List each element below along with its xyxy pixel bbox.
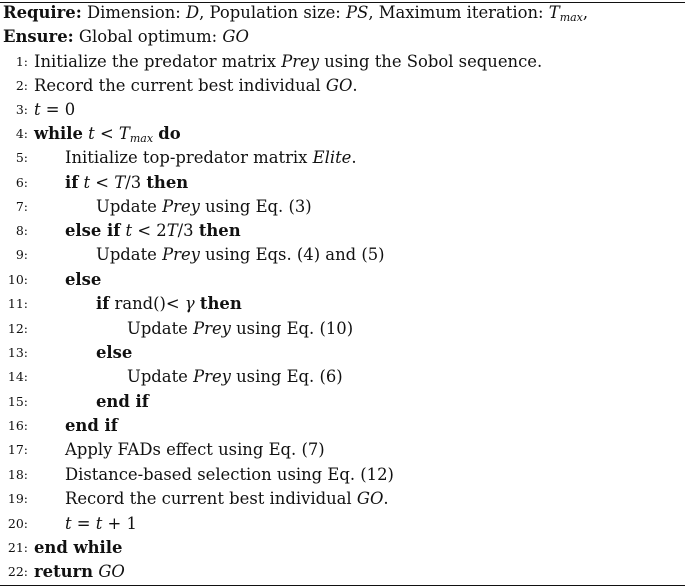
text: Update [127,367,194,386]
line-number: 19: [7,491,28,506]
line-content [65,171,188,195]
algo-line-20 [0,512,685,536]
keyword-while: while [34,124,83,143]
line-content [65,512,137,536]
algo-line-19 [0,487,685,511]
text: . [352,76,358,95]
bottom-rule [0,585,685,586]
keyword-else-if: else if [65,221,121,240]
line-number: 20: [7,516,28,531]
line-number: 5: [15,150,28,165]
keyword-end-if: end if [65,416,118,435]
line-content [127,317,353,341]
algo-line-9 [0,243,685,267]
var-T: T [166,221,178,240]
text: /3 [177,221,199,240]
algo-line-5 [0,146,685,170]
text: using Eqs. (4) and (5) [199,245,385,264]
require-population-symbol: PS [346,3,369,22]
line-content [96,292,242,316]
algo-line-18 [0,463,685,487]
line-content [34,50,542,74]
text: < [94,124,119,143]
line-content [65,219,241,243]
require-population-label: , Population size: [199,3,347,22]
line-content [34,74,358,98]
text: using Eq. (10) [230,319,354,338]
var-t: t [34,100,41,119]
algo-line-2 [0,74,685,98]
require-dimension-symbol: D [185,3,200,22]
text: Apply FADs effect using Eq. (7) [65,440,325,459]
line-number: 7: [15,199,28,214]
var-t: t [83,173,91,192]
text: Record the current best individual [65,489,357,508]
line-content [96,341,132,365]
ensure-keyword: Ensure: [3,27,74,46]
line-content [96,195,312,219]
line-content [127,365,343,389]
var-prey: Prey [281,52,320,71]
require-iteration-subscript: max [559,11,583,24]
line-content [65,438,325,462]
line-content [65,146,357,170]
keyword-else: else [96,343,133,362]
line-content [34,122,181,146]
var-go: GO [356,489,384,508]
keyword-then: then [146,173,189,192]
text: Initialize top-predator matrix [65,148,313,167]
line-number: 18: [7,467,28,482]
keyword-return: return [34,562,94,581]
text: . [351,148,357,167]
line-number: 17: [7,442,28,457]
line-number: 9: [15,247,28,262]
line-number: 8: [15,223,28,238]
var-t: t [125,221,133,240]
algo-line-12 [0,317,685,341]
line-number: 22: [7,564,28,579]
require-iteration-label: , Maximum iteration: [368,3,549,22]
algo-line-8 [0,219,685,243]
line-number: 21: [7,540,28,555]
line-number: 2: [15,78,28,93]
line-number: 13: [7,345,28,360]
text: Distance-based selection using Eq. (12) [65,465,394,484]
line-number: 12: [7,321,28,336]
require-iteration-symbol: T [548,3,560,22]
text: Update [96,197,163,216]
line-number: 15: [7,394,28,409]
var-prey: Prey [162,245,200,264]
require-dimension-label: Dimension: [81,3,186,22]
var-t: t [65,514,72,533]
line-content [96,390,149,414]
text: < [90,173,115,192]
ensure-label: Global optimum: [73,27,223,46]
keyword-do: do [158,124,181,143]
line-number: 14: [7,369,28,384]
keyword-if: if [65,173,79,192]
algo-line-11 [0,292,685,316]
line-number: 4: [15,126,28,141]
text: using Eq. (6) [230,367,343,386]
keyword-then: then [198,221,241,240]
var-T: T [114,173,126,192]
line-content [65,414,118,438]
algo-line-22 [0,560,685,584]
text: = [71,514,96,533]
algo-line-14 [0,365,685,389]
line-number: 3: [15,102,28,117]
var-go: GO [98,562,125,581]
keyword-end-while: end while [34,538,123,557]
var-prey: Prey [193,319,231,338]
algo-line-3 [0,98,685,122]
algo-line-1 [0,50,685,74]
var-prey: Prey [193,367,231,386]
text: . [383,489,389,508]
algo-line-10 [0,268,685,292]
text: Initialize the predator matrix [34,52,282,71]
line-number: 11: [7,296,28,311]
algo-line-13 [0,341,685,365]
line-number: 10: [7,272,28,287]
algo-line-16 [0,414,685,438]
algo-line-17 [0,438,685,462]
text: /3 [125,173,147,192]
text: using the Sobol sequence. [319,52,543,71]
keyword-end-if: end if [96,392,149,411]
subscript-max: max [129,132,154,145]
line-content [96,243,385,267]
keyword-if: if [96,294,110,313]
algo-line-4 [0,122,685,146]
algo-line-6 [0,171,685,195]
line-content [65,268,101,292]
var-elite: Elite [312,148,352,167]
require-line [3,1,588,25]
line-number: 6: [15,175,28,190]
algo-line-21 [0,536,685,560]
var-gamma: γ [184,294,195,313]
text: + 1 [102,514,137,533]
text: rand()< [109,294,185,313]
algo-line-15 [0,390,685,414]
var-T: T [118,124,130,143]
text: Update [96,245,163,264]
keyword-else: else [65,270,102,289]
var-go: GO [325,76,353,95]
var-t: t [88,124,95,143]
text: Record the current best individual [34,76,326,95]
line-content [34,560,125,584]
keyword-then: then [199,294,242,313]
require-keyword: Require: [3,3,82,22]
line-content [65,487,389,511]
var-prey: Prey [162,197,200,216]
require-end-comma: , [582,3,589,22]
line-content [34,98,75,122]
line-number: 1: [15,54,28,69]
text: < 2 [132,221,167,240]
ensure-line [3,25,249,49]
var-t: t [95,514,103,533]
text: using Eq. (3) [199,197,312,216]
text: Update [127,319,194,338]
algo-line-7 [0,195,685,219]
line-content [34,536,122,560]
ensure-symbol: GO [222,27,249,46]
line-number: 16: [7,418,28,433]
line-content [65,463,394,487]
text: = 0 [40,100,76,119]
